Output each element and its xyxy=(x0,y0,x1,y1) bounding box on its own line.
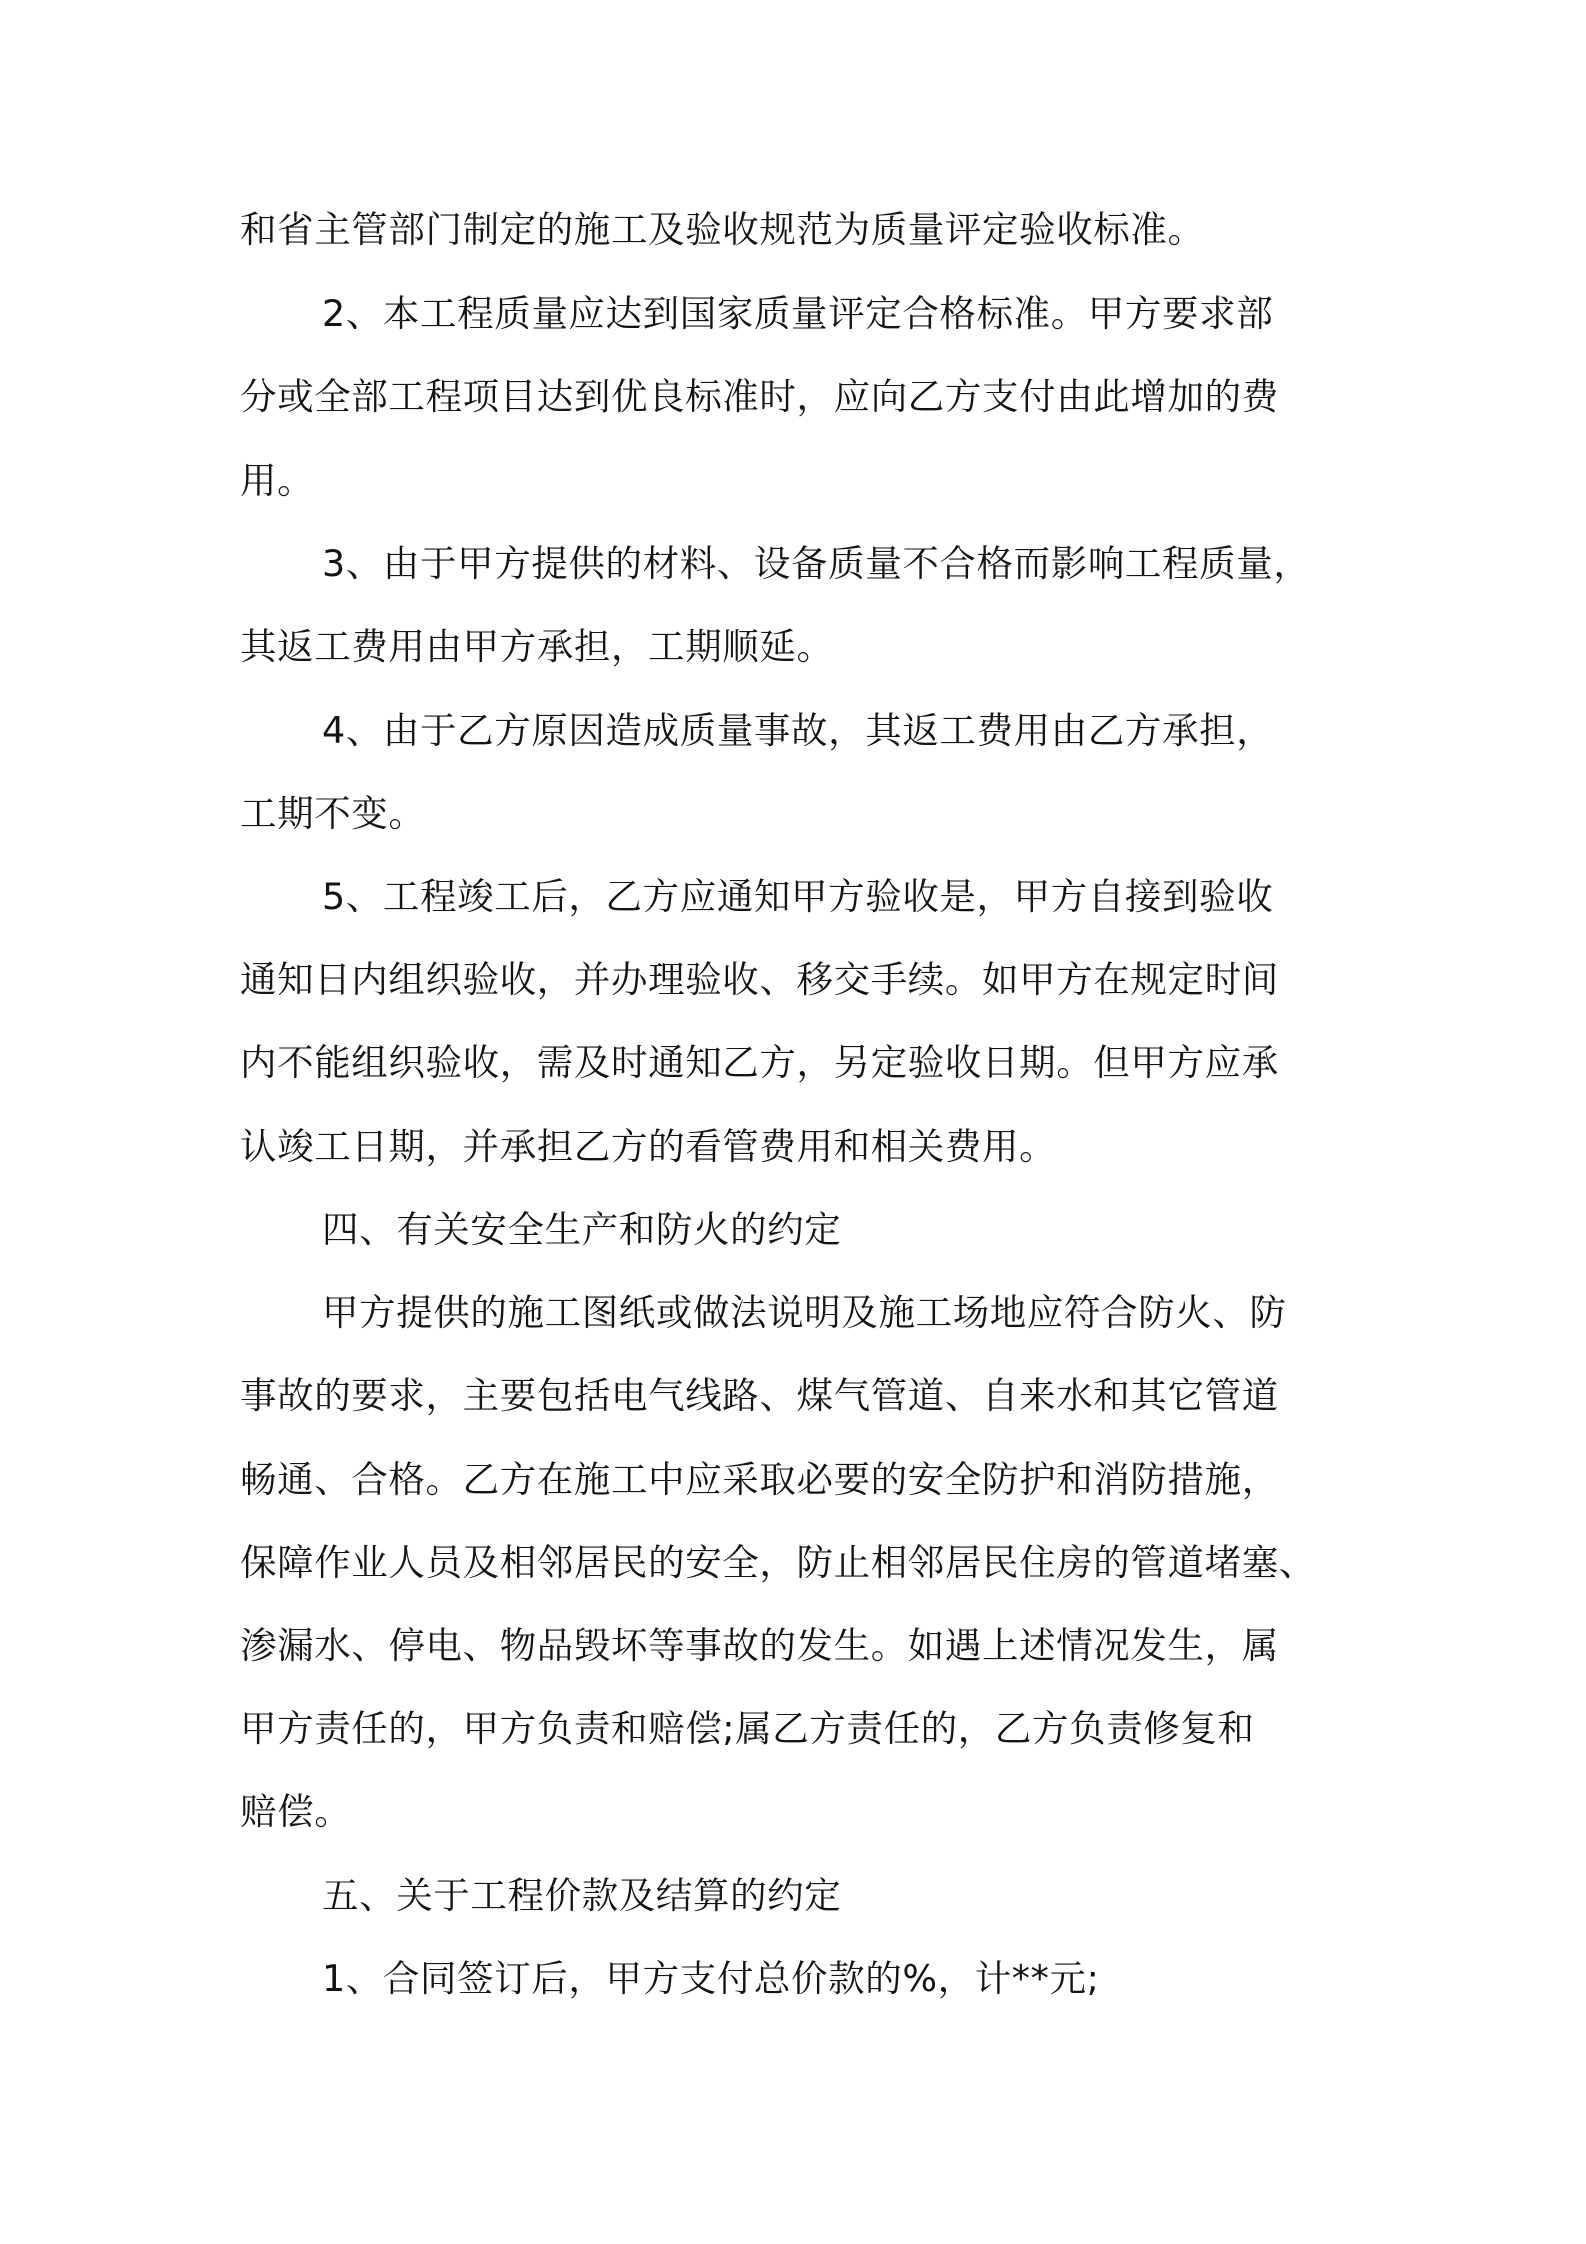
paragraph-start-line: 1、合同签订后，甲方支付总价款的%，计**元; xyxy=(322,1957,1100,2000)
text-line: 内不能组织验收，需及时通知乙方，另定验收日期。但甲方应承 xyxy=(240,1041,1279,1084)
text-line: 认竣工日期，并承担乙方的看管费用和相关费用。 xyxy=(240,1125,1057,1168)
paragraph-start-line: 5、工程竣工后，乙方应通知甲方验收是，甲方自接到验收 xyxy=(322,875,1274,918)
paragraph-start-line: 甲方提供的施工图纸或做法说明及施工场地应符合防火、防 xyxy=(322,1291,1287,1334)
text-line: 渗漏水、停电、物品毁坏等事故的发生。如遇上述情况发生，属 xyxy=(240,1624,1279,1667)
text-line: 事故的要求，主要包括电气线路、煤气管道、自来水和其它管道 xyxy=(240,1374,1279,1417)
text-line: 和省主管部门制定的施工及验收规范为质量评定验收标准。 xyxy=(240,208,1205,251)
section-heading: 五、关于工程价款及结算的约定 xyxy=(322,1874,842,1917)
text-line: 保障作业人员及相邻居民的安全，防止相邻居民住房的管道堵塞、 xyxy=(240,1541,1316,1584)
text-line: 通知日内组织验收，并办理验收、移交手续。如甲方在规定时间 xyxy=(240,958,1279,1001)
section-heading: 四、有关安全生产和防火的约定 xyxy=(322,1208,842,1251)
text-line: 畅通、合格。乙方在施工中应采取必要的安全防护和消防措施， xyxy=(240,1458,1279,1501)
text-line: 用。 xyxy=(240,459,315,502)
paragraph-start-line: 3、由于甲方提供的材料、设备质量不合格而影响工程质量， xyxy=(322,542,1311,585)
text-line: 分或全部工程项目达到优良标准时，应向乙方支付由此增加的费 xyxy=(240,375,1279,418)
text-line: 其返工费用由甲方承担，工期顺延。 xyxy=(240,625,834,668)
text-line: 甲方责任的，甲方负责和赔偿;属乙方责任的，乙方负责修复和 xyxy=(240,1707,1255,1750)
paragraph-start-line: 2、本工程质量应达到国家质量评定合格标准。甲方要求部 xyxy=(322,292,1274,335)
text-line: 工期不变。 xyxy=(240,792,426,835)
paragraph-start-line: 4、由于乙方原因造成质量事故，其返工费用由乙方承担， xyxy=(322,709,1274,752)
text-line: 赔偿。 xyxy=(240,1790,352,1833)
